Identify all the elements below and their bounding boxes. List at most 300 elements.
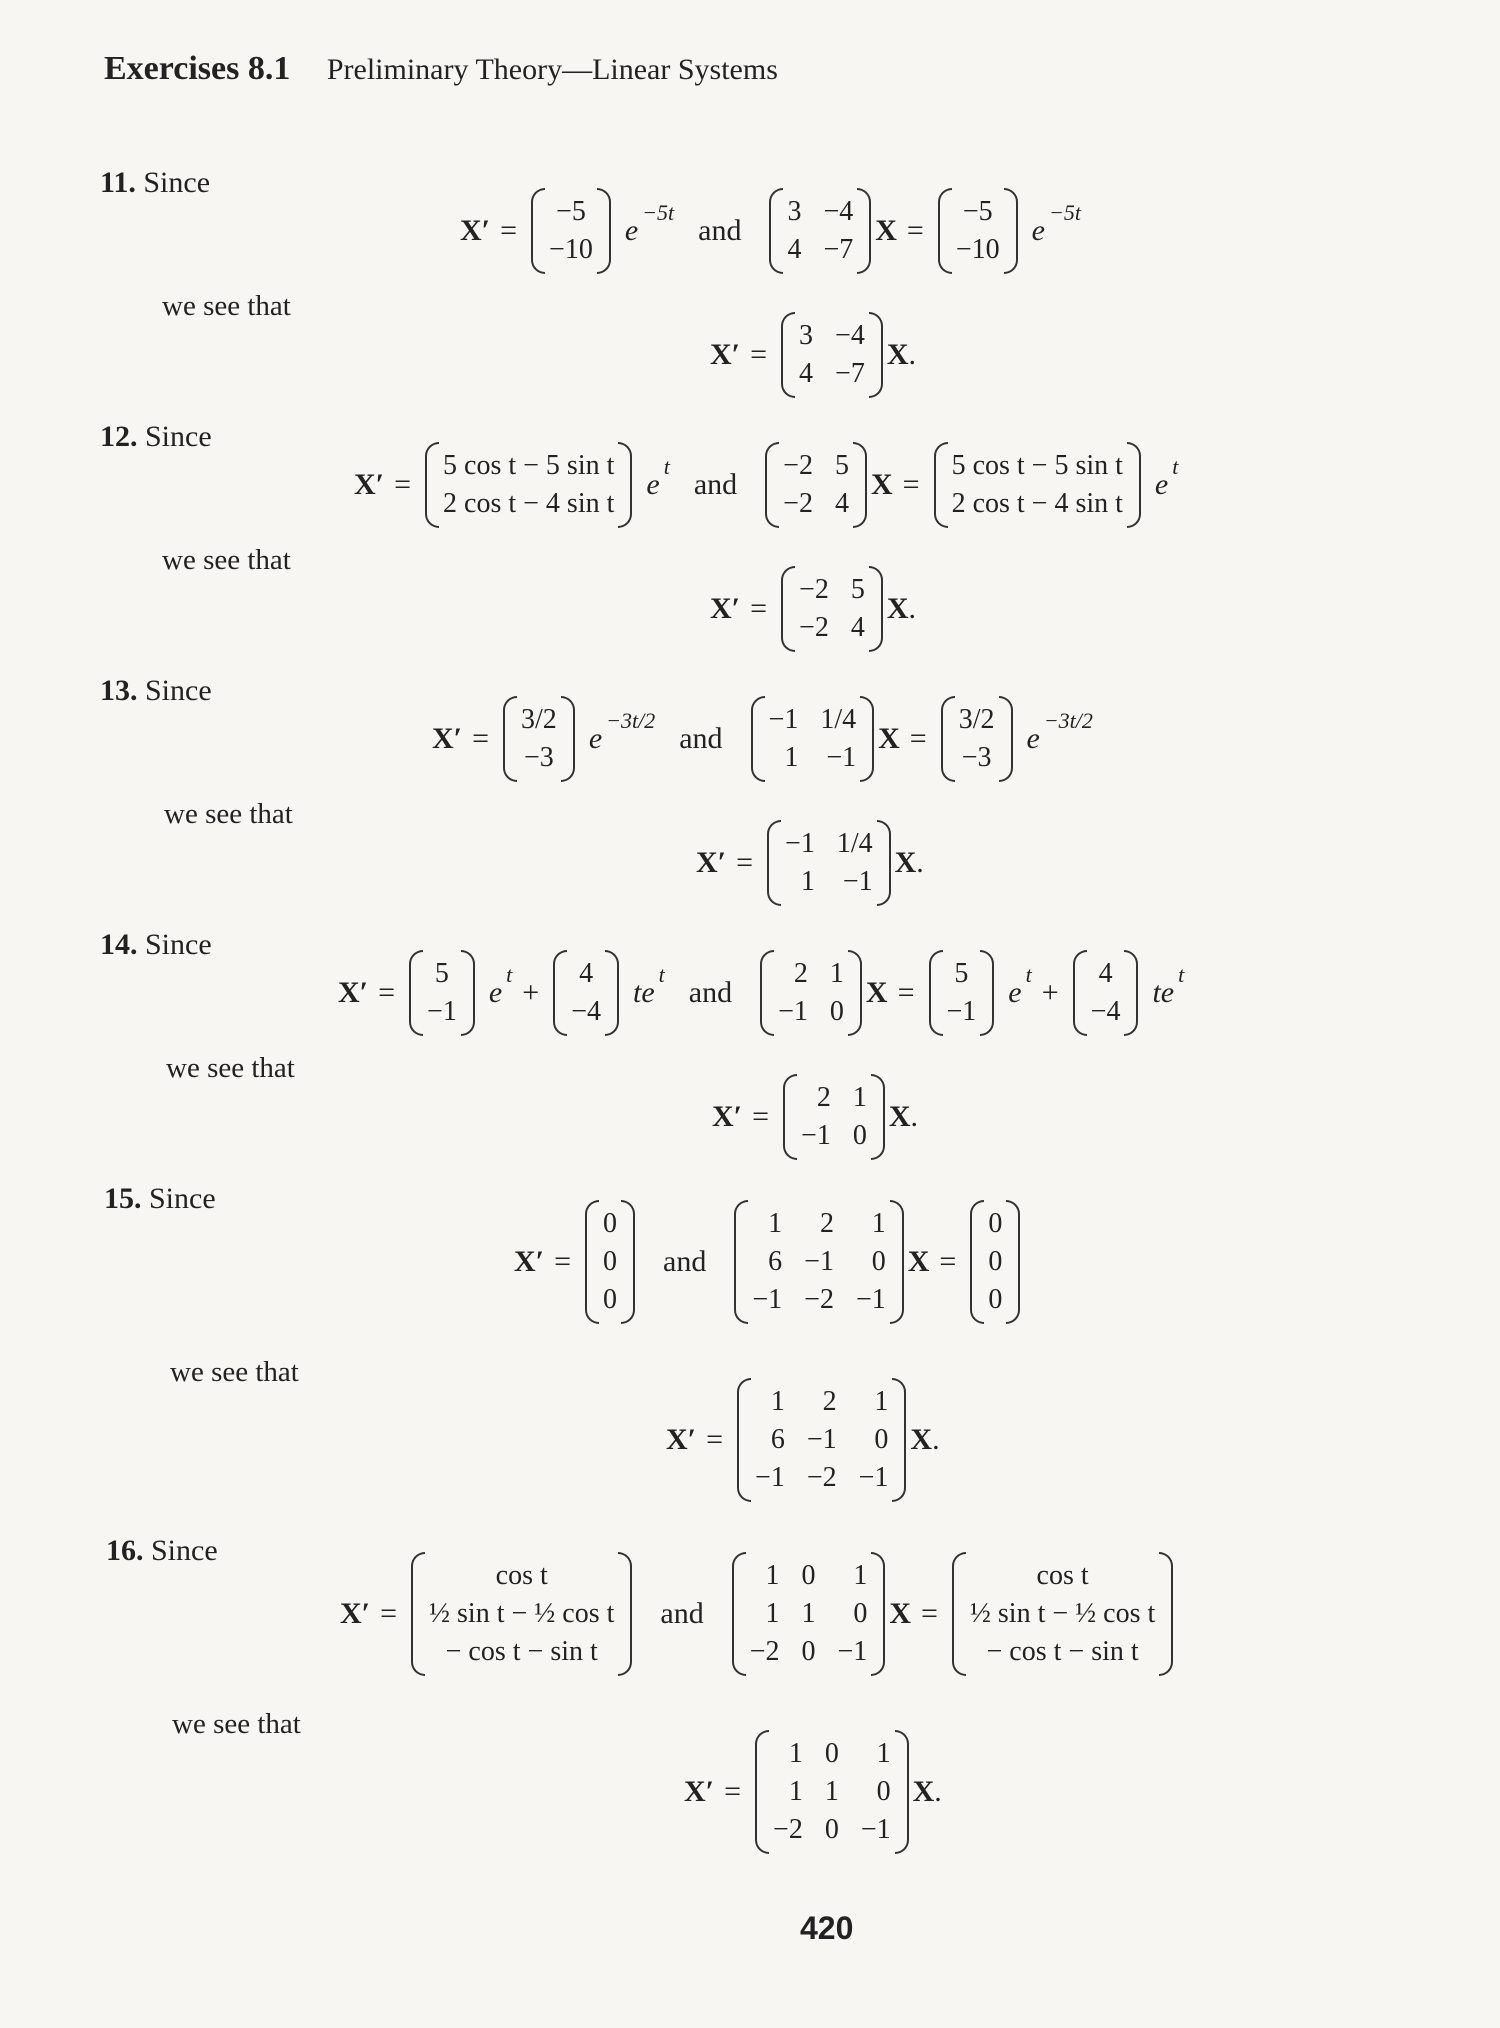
exp-power: −5t bbox=[642, 200, 675, 225]
right-paren bbox=[890, 1200, 904, 1324]
matrix-entry: 1 bbox=[801, 1598, 816, 1629]
matrix-entry: −10 bbox=[549, 234, 593, 265]
coefficient-matrix bbox=[781, 312, 883, 398]
matrix-entry: −1 bbox=[837, 1636, 868, 1667]
matrix-entry: 1 bbox=[770, 1386, 785, 1417]
equals-sign: = bbox=[724, 1775, 742, 1808]
coefficient-matrix bbox=[781, 566, 883, 652]
equals-sign: = bbox=[897, 976, 915, 1009]
matrix-entry: 4 bbox=[579, 958, 594, 989]
page-number: 420 bbox=[800, 1910, 854, 1946]
right-paren bbox=[853, 442, 867, 528]
left-paren bbox=[503, 696, 517, 782]
coefficient-matrix-cells bbox=[779, 442, 853, 528]
equals-sign: = bbox=[736, 846, 754, 879]
exp-power: −3t/2 bbox=[1043, 708, 1093, 733]
coefficient-matrix bbox=[737, 1378, 906, 1502]
solution-vector-cells bbox=[966, 1552, 1159, 1676]
coefficient-matrix bbox=[765, 442, 867, 528]
right-paren bbox=[618, 1552, 632, 1676]
equals-sign: = bbox=[906, 214, 924, 247]
coefficient-matrix-cells bbox=[795, 566, 869, 652]
right-paren bbox=[877, 820, 891, 906]
equals-sign: = bbox=[752, 1100, 770, 1133]
matrix-entry: − cos t − sin t bbox=[986, 1636, 1139, 1667]
matrix-entry: 0 bbox=[603, 1246, 618, 1277]
and-word: and bbox=[663, 1245, 707, 1278]
matrix-entry: 5 cos t − 5 sin t bbox=[951, 450, 1123, 481]
matrix-entry: 1 bbox=[788, 1776, 803, 1807]
exponential-term bbox=[627, 962, 665, 1010]
equals-sign: = bbox=[939, 1245, 957, 1278]
left-paren bbox=[751, 696, 765, 782]
matrix-entry: 0 bbox=[603, 1208, 618, 1239]
matrix-entry: 6 bbox=[768, 1246, 783, 1277]
left-paren bbox=[941, 696, 955, 782]
solution-vector bbox=[531, 188, 611, 274]
x-vector: X bbox=[886, 592, 909, 625]
period: . bbox=[932, 1423, 940, 1456]
matrix-entry: 0 bbox=[829, 996, 844, 1027]
right-paren bbox=[618, 442, 632, 528]
matrix-entry: cos t bbox=[495, 1560, 548, 1591]
and-word: and bbox=[660, 1597, 704, 1630]
matrix-entry: 1 bbox=[788, 1738, 803, 1769]
exp-power: t bbox=[1178, 962, 1185, 987]
matrix-entry: − cos t − sin t bbox=[445, 1636, 598, 1667]
matrix-entry: 3 bbox=[787, 196, 802, 227]
coefficient-matrix bbox=[783, 1074, 885, 1160]
right-paren bbox=[857, 188, 871, 274]
matrix-entry: 0 bbox=[988, 1246, 1003, 1277]
solution-vector-cells bbox=[517, 696, 561, 782]
matrix-entry: −1 bbox=[768, 704, 799, 735]
exercise-label bbox=[100, 420, 212, 454]
solution-vector-cells bbox=[948, 442, 1127, 528]
x-prime: X′ bbox=[710, 592, 741, 625]
solution-vector bbox=[411, 1552, 632, 1676]
solution-vector bbox=[938, 188, 1018, 274]
coefficient-matrix-cells bbox=[751, 1378, 892, 1502]
x-vector: X bbox=[870, 468, 893, 501]
solution-vector-cells bbox=[545, 188, 597, 274]
exp-base: e bbox=[1026, 722, 1040, 755]
x-vector: X bbox=[912, 1775, 935, 1808]
exp-base: te bbox=[633, 976, 655, 1009]
matrix-entry: −2 bbox=[783, 450, 813, 481]
matrix-entry: −1 bbox=[860, 1814, 891, 1845]
right-paren bbox=[605, 950, 619, 1036]
exercise-number: 15. bbox=[104, 1182, 142, 1215]
we-see-that: we see that bbox=[162, 290, 291, 322]
equals-sign: = bbox=[554, 1245, 572, 1278]
coefficient-matrix bbox=[755, 1730, 909, 1854]
x-prime: X′ bbox=[514, 1245, 545, 1278]
right-paren bbox=[871, 1552, 885, 1676]
right-paren bbox=[999, 696, 1013, 782]
plus-sign: + bbox=[1041, 976, 1059, 1009]
matrix-entry: −1 bbox=[858, 1462, 889, 1493]
right-paren bbox=[1006, 1200, 1020, 1324]
x-prime: X′ bbox=[710, 338, 741, 371]
matrix-entry: 1/4 bbox=[836, 828, 873, 859]
exponential-term bbox=[1146, 962, 1185, 1010]
coefficient-matrix bbox=[769, 188, 871, 274]
matrix-entry: 1 bbox=[874, 1386, 889, 1417]
matrix-entry: 0 bbox=[801, 1560, 816, 1591]
equals-sign: = bbox=[750, 592, 768, 625]
matrix-entry: −1 bbox=[785, 828, 815, 859]
right-paren bbox=[1159, 1552, 1173, 1676]
right-paren bbox=[1124, 950, 1138, 1036]
exponential-term bbox=[1021, 708, 1093, 756]
solution-vector bbox=[585, 1200, 635, 1324]
matrix-entry: −1 bbox=[427, 996, 457, 1027]
matrix-entry: −1 bbox=[755, 1462, 785, 1493]
exercise-number: 11. bbox=[100, 166, 136, 199]
right-paren bbox=[871, 1074, 885, 1160]
left-paren bbox=[760, 950, 774, 1036]
solution-vector bbox=[409, 950, 475, 1036]
matrix-entry: 5 cos t − 5 sin t bbox=[443, 450, 615, 481]
matrix-entry: −1 bbox=[806, 1424, 837, 1455]
coefficient-matrix bbox=[751, 696, 875, 782]
left-paren bbox=[425, 442, 439, 528]
given-equation bbox=[460, 188, 1081, 274]
coefficient-matrix-cells bbox=[795, 312, 869, 398]
matrix-entry: 4 bbox=[1098, 958, 1113, 989]
left-paren bbox=[929, 950, 943, 1036]
x-prime: X′ bbox=[354, 468, 385, 501]
matrix-entry: −1 bbox=[778, 996, 808, 1027]
coefficient-matrix-cells bbox=[774, 950, 848, 1036]
exponential-term bbox=[483, 962, 513, 1010]
exp-base: e bbox=[1031, 214, 1045, 247]
exercise-label bbox=[100, 674, 212, 708]
coefficient-matrix bbox=[732, 1552, 886, 1676]
matrix-entry: 4 bbox=[787, 234, 802, 265]
exp-power: t bbox=[506, 962, 513, 987]
exp-base: e bbox=[1008, 976, 1022, 1009]
equals-sign: = bbox=[380, 1597, 398, 1630]
left-paren bbox=[409, 950, 423, 1036]
matrix-entry: −1 bbox=[855, 1284, 886, 1315]
exercise-number: 12. bbox=[100, 420, 138, 453]
solution-vector bbox=[934, 442, 1141, 528]
exp-base: e bbox=[488, 976, 503, 1009]
and-word: and bbox=[679, 722, 723, 755]
matrix-entry: 4 bbox=[834, 488, 849, 519]
x-vector: X bbox=[886, 338, 909, 371]
section-subtitle: Preliminary Theory—Linear Systems bbox=[326, 53, 778, 86]
matrix-entry: −2 bbox=[749, 1636, 780, 1667]
solution-vector-cells bbox=[425, 1552, 618, 1676]
exercise-label bbox=[104, 1182, 216, 1216]
matrix-entry: 2 bbox=[819, 1208, 834, 1239]
left-paren bbox=[767, 820, 781, 906]
result-equation bbox=[666, 1378, 940, 1502]
matrix-entry: 1 bbox=[824, 1776, 839, 1807]
we-see-that: we see that bbox=[164, 798, 293, 830]
matrix-entry: 1 bbox=[871, 1208, 886, 1239]
right-paren bbox=[1127, 442, 1141, 528]
exp-base: e bbox=[588, 722, 603, 755]
period: . bbox=[908, 338, 916, 371]
matrix-entry: 0 bbox=[988, 1208, 1003, 1239]
result-equation bbox=[684, 1730, 942, 1854]
matrix-entry: −2 bbox=[773, 1814, 803, 1845]
solution-vector-2 bbox=[1073, 950, 1139, 1036]
and-word: and bbox=[698, 214, 742, 247]
left-paren bbox=[938, 188, 952, 274]
result-equation bbox=[710, 312, 916, 398]
right-paren bbox=[597, 188, 611, 274]
matrix-entry: 1/4 bbox=[820, 704, 857, 735]
we-see-that: we see that bbox=[166, 1052, 295, 1084]
coefficient-matrix-cells bbox=[781, 820, 877, 906]
left-paren bbox=[553, 950, 567, 1036]
given-equation bbox=[340, 1552, 1177, 1676]
coefficient-matrix bbox=[734, 1200, 903, 1324]
right-paren bbox=[869, 566, 883, 652]
since-word: Since bbox=[145, 928, 212, 961]
solution-vector bbox=[425, 442, 632, 528]
coefficient-matrix-cells bbox=[783, 188, 857, 274]
right-paren bbox=[980, 950, 994, 1036]
we-see-that: we see that bbox=[172, 1708, 301, 1740]
matrix-entry: −3 bbox=[961, 742, 992, 773]
matrix-entry: 3/2 bbox=[521, 704, 557, 735]
exp-base: e bbox=[624, 214, 639, 247]
solution-vector bbox=[970, 1200, 1020, 1324]
matrix-entry: ½ sin t − ½ cos t bbox=[429, 1598, 615, 1629]
left-paren bbox=[734, 1200, 748, 1324]
we-see-that: we see that bbox=[170, 1356, 299, 1388]
matrix-entry: −7 bbox=[835, 358, 865, 389]
equals-sign: = bbox=[706, 1423, 724, 1456]
plus-sign: + bbox=[522, 976, 540, 1009]
x-vector: X bbox=[878, 722, 900, 755]
result-equation bbox=[710, 566, 916, 652]
matrix-entry: −7 bbox=[823, 234, 854, 265]
exponential-term bbox=[619, 200, 675, 248]
equals-sign: = bbox=[920, 1597, 938, 1630]
period: . bbox=[908, 592, 916, 625]
matrix-entry: −4 bbox=[1090, 996, 1121, 1027]
left-paren bbox=[737, 1378, 751, 1502]
x-prime: X′ bbox=[684, 1775, 715, 1808]
left-paren bbox=[585, 1200, 599, 1324]
left-paren bbox=[411, 1552, 425, 1676]
solution-vector bbox=[952, 1552, 1173, 1676]
right-paren bbox=[461, 950, 475, 1036]
exercise-number: 14. bbox=[100, 928, 138, 961]
left-paren bbox=[970, 1200, 984, 1324]
matrix-entry: 2 bbox=[793, 958, 808, 989]
equals-sign: = bbox=[909, 722, 927, 755]
matrix-entry: 5 bbox=[850, 574, 865, 605]
solution-vector bbox=[941, 696, 1013, 782]
exercise-label bbox=[100, 928, 212, 962]
since-word: Since bbox=[151, 1534, 218, 1567]
matrix-entry: 5 bbox=[834, 450, 849, 481]
matrix-entry: 1 bbox=[765, 1598, 780, 1629]
matrix-entry: 1 bbox=[852, 1082, 867, 1113]
matrix-entry: −1 bbox=[946, 996, 977, 1027]
given-equation bbox=[514, 1200, 1024, 1324]
left-paren bbox=[755, 1730, 769, 1854]
matrix-entry: 0 bbox=[824, 1738, 839, 1769]
section-title: Exercises 8.1 bbox=[104, 50, 291, 87]
since-word: Since bbox=[149, 1182, 216, 1215]
exp-base: e bbox=[1154, 468, 1169, 501]
matrix-entry: −4 bbox=[571, 996, 601, 1027]
matrix-entry: 0 bbox=[874, 1424, 889, 1455]
exp-power: t bbox=[1172, 454, 1179, 479]
solution-vector-cells bbox=[439, 442, 618, 528]
page-header bbox=[104, 50, 778, 88]
exponential-term bbox=[640, 454, 670, 502]
solution-vector-cells bbox=[955, 696, 999, 782]
left-paren bbox=[934, 442, 948, 528]
matrix-entry: 0 bbox=[852, 1120, 867, 1151]
x-vector: X bbox=[888, 1100, 911, 1133]
exp-power: −5t bbox=[1048, 200, 1081, 225]
matrix-entry: 5 bbox=[954, 958, 969, 989]
given-equation bbox=[432, 696, 1093, 782]
matrix-entry: −4 bbox=[823, 196, 854, 227]
x-prime: X′ bbox=[696, 846, 727, 879]
x-prime: X′ bbox=[432, 722, 463, 755]
matrix-entry: ½ sin t − ½ cos t bbox=[969, 1598, 1156, 1629]
matrix-entry: −4 bbox=[835, 320, 865, 351]
exp-base: te bbox=[1152, 976, 1175, 1009]
x-prime: X′ bbox=[340, 1597, 371, 1630]
matrix-entry: −2 bbox=[799, 612, 829, 643]
solution-vector-cells bbox=[952, 188, 1004, 274]
solution-vector-cells bbox=[984, 1200, 1006, 1324]
matrix-entry: −2 bbox=[799, 574, 829, 605]
left-paren bbox=[769, 188, 783, 274]
matrix-entry: 0 bbox=[801, 1636, 816, 1667]
left-paren bbox=[781, 312, 795, 398]
exponential-term bbox=[1149, 454, 1179, 502]
equals-sign: = bbox=[750, 338, 768, 371]
matrix-entry: −2 bbox=[783, 488, 813, 519]
left-paren bbox=[781, 566, 795, 652]
right-paren bbox=[892, 1378, 906, 1502]
matrix-entry: 1 bbox=[765, 1560, 780, 1591]
coefficient-matrix-cells bbox=[765, 696, 861, 782]
period: . bbox=[910, 1100, 918, 1133]
matrix-entry: −1 bbox=[842, 866, 873, 897]
and-word: and bbox=[693, 468, 738, 501]
and-word: and bbox=[688, 976, 733, 1009]
solution-vector-2-cells bbox=[1087, 950, 1125, 1036]
matrix-entry: −1 bbox=[826, 742, 857, 773]
left-paren bbox=[783, 1074, 797, 1160]
x-prime: X′ bbox=[338, 976, 369, 1009]
matrix-entry: 0 bbox=[876, 1776, 891, 1807]
right-paren bbox=[1004, 188, 1018, 274]
matrix-entry: 1 bbox=[800, 866, 815, 897]
right-paren bbox=[848, 950, 862, 1036]
equals-sign: = bbox=[378, 976, 396, 1009]
x-vector: X bbox=[894, 846, 917, 879]
exponential-term bbox=[583, 708, 656, 756]
we-see-that: we see that bbox=[162, 544, 291, 576]
right-paren bbox=[860, 696, 874, 782]
exercise-number: 13. bbox=[100, 674, 138, 707]
x-prime: X′ bbox=[666, 1423, 697, 1456]
x-prime: X′ bbox=[460, 214, 491, 247]
matrix-entry: −3 bbox=[524, 742, 554, 773]
since-word: Since bbox=[145, 674, 212, 707]
matrix-entry: −10 bbox=[955, 234, 1000, 265]
matrix-entry: 0 bbox=[871, 1246, 886, 1277]
equals-sign: = bbox=[472, 722, 490, 755]
matrix-entry: 2 cos t − 4 sin t bbox=[951, 488, 1123, 519]
matrix-entry: 1 bbox=[829, 958, 844, 989]
matrix-entry: 3/2 bbox=[958, 704, 995, 735]
matrix-entry: −5 bbox=[962, 196, 993, 227]
coefficient-matrix-cells bbox=[746, 1552, 872, 1676]
period: . bbox=[916, 846, 924, 879]
exp-base: e bbox=[646, 468, 660, 501]
period: . bbox=[934, 1775, 942, 1808]
solution-vector-2-cells bbox=[567, 950, 605, 1036]
right-paren bbox=[895, 1730, 909, 1854]
matrix-entry: 0 bbox=[824, 1814, 839, 1845]
since-word: Since bbox=[145, 420, 212, 453]
matrix-entry: 1 bbox=[768, 1208, 783, 1239]
equals-sign: = bbox=[902, 468, 920, 501]
exponential-term bbox=[1002, 962, 1032, 1010]
solution-vector bbox=[929, 950, 995, 1036]
matrix-entry: 2 bbox=[816, 1082, 831, 1113]
exponential-term bbox=[1026, 200, 1081, 248]
matrix-entry: −2 bbox=[804, 1284, 834, 1315]
matrix-entry: 1 bbox=[784, 742, 799, 773]
exercise-label bbox=[106, 1534, 218, 1568]
matrix-entry: 6 bbox=[770, 1424, 785, 1455]
equals-sign: = bbox=[394, 468, 412, 501]
matrix-entry: 4 bbox=[850, 612, 865, 643]
left-paren bbox=[765, 442, 779, 528]
equals-sign: = bbox=[500, 214, 518, 247]
since-word: Since bbox=[143, 166, 211, 199]
matrix-entry: 0 bbox=[603, 1284, 618, 1315]
x-vector: X bbox=[865, 976, 888, 1009]
matrix-entry: −1 bbox=[804, 1246, 834, 1277]
result-equation bbox=[712, 1074, 918, 1160]
x-prime: X′ bbox=[712, 1100, 743, 1133]
solution-vector-cells bbox=[943, 950, 981, 1036]
left-paren bbox=[952, 1552, 966, 1676]
exp-power: t bbox=[663, 454, 670, 479]
x-vector: X bbox=[907, 1245, 930, 1278]
matrix-entry: 1 bbox=[876, 1738, 891, 1769]
x-vector: X bbox=[910, 1423, 933, 1456]
given-equation bbox=[354, 442, 1178, 528]
right-paren bbox=[621, 1200, 635, 1324]
exercise-number: 16. bbox=[106, 1534, 144, 1567]
matrix-entry: −1 bbox=[752, 1284, 783, 1315]
coefficient-matrix-cells bbox=[748, 1200, 889, 1324]
right-paren bbox=[869, 312, 883, 398]
left-paren bbox=[531, 188, 545, 274]
matrix-entry: −2 bbox=[806, 1462, 837, 1493]
